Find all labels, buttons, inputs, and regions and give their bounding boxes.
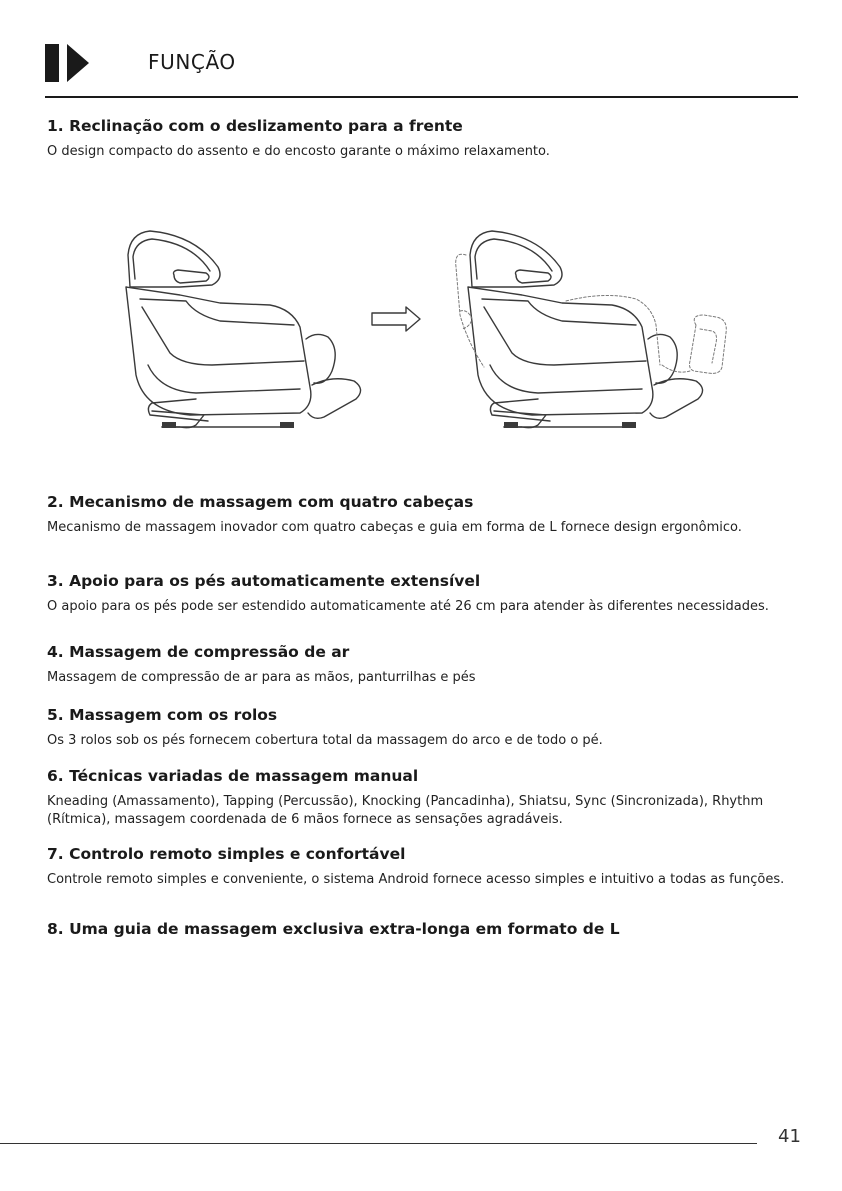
feature-title: 8. Uma guia de massagem exclusiva extra-longa em formato de L	[47, 920, 620, 938]
play-bar-icon	[45, 44, 91, 82]
chair-reclined-illustration	[456, 231, 727, 428]
feature-title: 1. Reclinação com o deslizamento para a frente	[47, 117, 463, 135]
feature-description: Mecanismo de massagem inovador com quatro cabeças e guia em forma de L fornece design ergonômico.	[47, 520, 742, 535]
feature-5	[47, 705, 797, 750]
header-divider	[45, 96, 798, 98]
feature-title: 2. Mecanismo de massagem com quatro cabeças	[47, 493, 474, 511]
feature-title: 5. Massagem com os rolos	[47, 706, 278, 724]
feature-description: O apoio para os pés pode ser estendido automaticamente até 26 cm para atender às diferentes necessidades.	[47, 599, 769, 614]
feature-title: 7. Controlo remoto simples e confortável	[47, 845, 406, 863]
page-title: FUNÇÃO	[148, 50, 236, 74]
footer-divider	[0, 1143, 757, 1144]
feature-description: O design compacto do assento e do encosto garante o máximo relaxamento.	[47, 144, 550, 159]
right-arrow-icon	[372, 307, 420, 331]
feature-description: Os 3 rolos sob os pés fornecem cobertura total da massagem do arco e de todo o pé.	[47, 733, 603, 748]
feature-description: Massagem de compressão de ar para as mãos, panturrilhas e pés	[47, 670, 476, 685]
page-number: 41	[778, 1126, 801, 1147]
feature-description: Controle remoto simples e conveniente, o sistema Android fornece acesso simples e intuitivo a todas as funções.	[47, 872, 785, 887]
feature-2	[47, 492, 797, 537]
chair-upright-illustration	[126, 231, 361, 428]
feature-7	[47, 844, 797, 889]
feature-description: Kneading (Amassamento), Tapping (Percussão), Knocking (Pancadinha), Shiatsu, Sync (Sincronizada), Rhythm (Rítmica), massagem coordenada de 6 mãos fornece as sensações agradáveis.	[47, 794, 764, 827]
recline-illustration	[100, 215, 760, 455]
feature-4	[47, 642, 797, 687]
feature-1	[47, 116, 797, 161]
feature-title: 6. Técnicas variadas de massagem manual	[47, 767, 419, 785]
feature-3	[47, 571, 797, 616]
feature-6	[47, 766, 797, 829]
feature-title: 4. Massagem de compressão de ar	[47, 643, 350, 661]
feature-title: 3. Apoio para os pés automaticamente extensível	[47, 572, 481, 590]
feature-8	[47, 919, 797, 939]
